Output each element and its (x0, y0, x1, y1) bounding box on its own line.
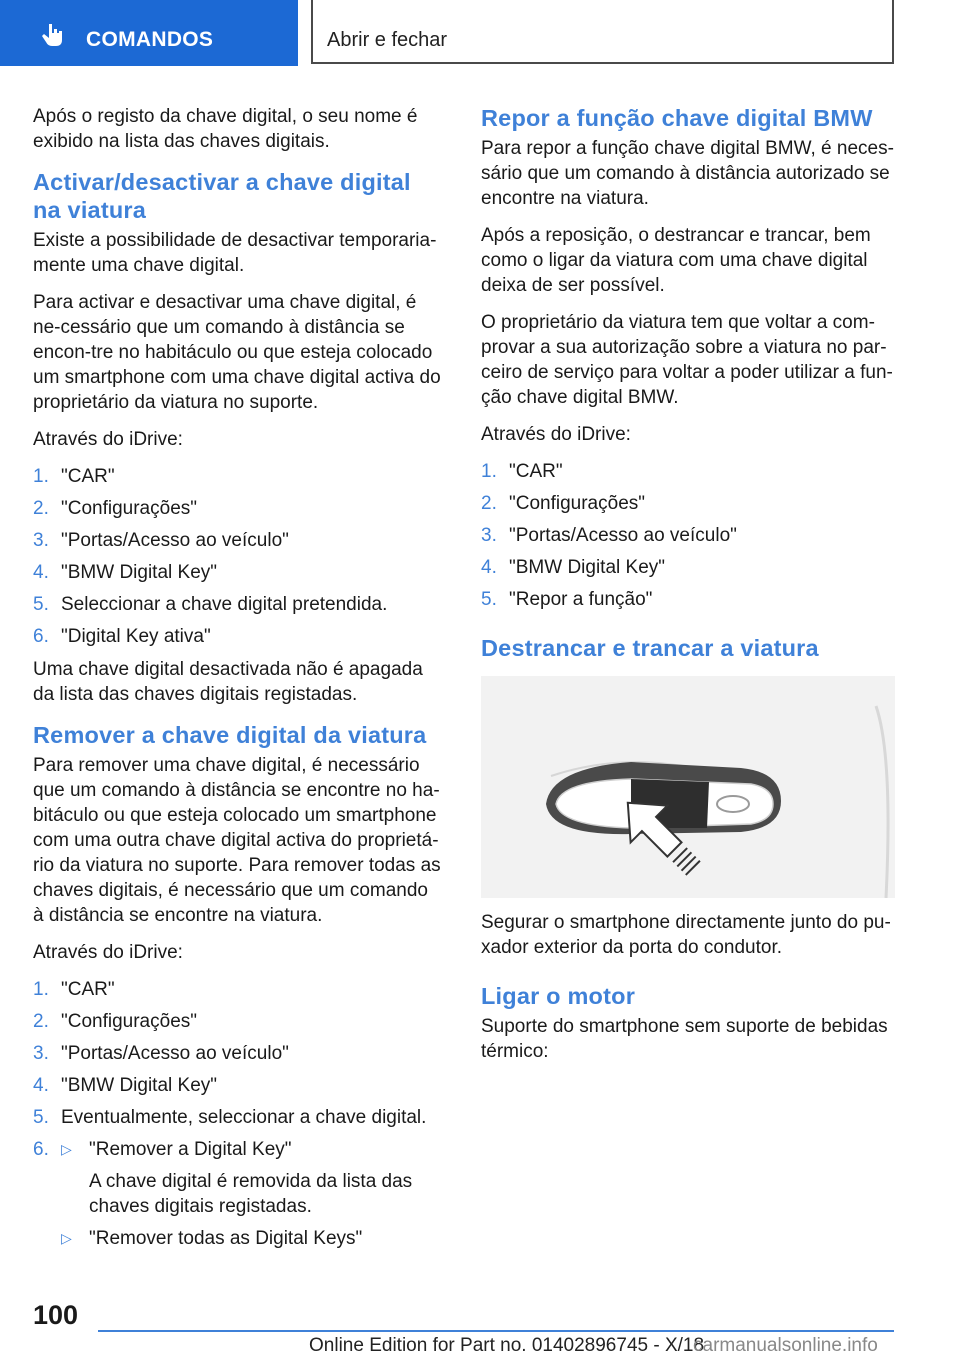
list-item: 4. "BMW Digital Key" (33, 1075, 218, 1096)
reset-paragraph-3: O proprietário da viatura tem que voltar a com-provar a sua autorização sobre a viatura no par-ceiro de serviço para voltar a poder utilizar a fun-ção chave digital BMW. (481, 312, 893, 408)
watermark: carmanualsonline.info (693, 1335, 878, 1356)
list-item: 2. "Configurações" (481, 493, 646, 514)
deactivated-note: Uma chave digital desactivada não é apagada da lista das chaves digitais registadas. (33, 659, 423, 705)
remove-steps (33, 977, 443, 1251)
reset-paragraph-1: Para repor a função chave digital BMW, é neces-sário que um comando à distância autorizado se encontre na viatura. (481, 138, 894, 209)
triangle-bullet-icon: ▷ (61, 1230, 72, 1246)
heading-reset: Repor a função chave digital BMW (481, 105, 873, 131)
heading-unlock: Destrancar e trancar a viatura (481, 635, 819, 661)
reset-steps (481, 459, 895, 612)
chapter-header (311, 0, 894, 64)
list-item: 3. "Portas/Acesso ao veículo" (481, 525, 737, 546)
intro-paragraph: Após o registo da chave digital, o seu nome é exibido na lista das chaves digitais. (33, 106, 418, 152)
page-number: 100 (33, 1300, 79, 1330)
list-item: 5. Eventualmente, seleccionar a chave digital. (33, 1107, 427, 1128)
door-handle-illustration (481, 676, 895, 898)
reset-via-idrive: Através do iDrive: (481, 424, 631, 445)
heading-activate: Activar/desactivar a chave digital na viatura (33, 169, 411, 223)
activate-via-idrive: Através do iDrive: (33, 429, 183, 450)
list-item: 5. Seleccionar a chave digital pretendida. (33, 594, 388, 615)
sub-item-remove-one: ▷ "Remover a Digital Key" A chave digital é removida da lista das chaves digitais registadas. (61, 1137, 443, 1219)
list-item: 4. "BMW Digital Key" (481, 557, 666, 578)
list-item: 2. "Configurações" (33, 498, 198, 519)
activate-paragraph-1: Existe a possibilidade de desactivar temporaria-mente uma chave digital. (33, 230, 437, 276)
list-item: 5. "Repor a função" (481, 589, 653, 610)
activate-paragraph-2: Para activar e desactivar uma chave digital, é ne-cessário que um comando à distância se encon-tre no habitáculo ou que esteja colocado um smartphone com uma chave digital activa do proprietário da viatura no suporte. (33, 292, 441, 413)
left-column (33, 104, 443, 1259)
heading-start-engine: Ligar o motor (481, 983, 636, 1009)
list-item: 3. "Portas/Acesso ao veículo" (33, 1043, 289, 1064)
chapter-title: Abrir e fechar (327, 29, 448, 51)
sub-item-description: A chave digital é removida da lista das chaves digitais registadas. (89, 1171, 413, 1217)
remove-paragraph: Para remover uma chave digital, é necessário que um comando à distância se encontre no ha-bitáculo ou que esteja colocado um smartphone com uma outra chave digital activa do proprietá-rio da viatura no suporte. Para remover todas as chaves digitais, é necessário que um comando à distância se encontre na viatura. (33, 755, 441, 926)
list-item: 6. "Digital Key ativa" (33, 626, 211, 647)
list-item: 1. "CAR" (33, 979, 115, 1000)
edition-text: Online Edition for Part no. 01402896745 - X/18 (309, 1335, 705, 1356)
sub-item-remove-all: ▷ "Remover todas as Digital Keys" (61, 1228, 363, 1249)
hand-pointer-icon (40, 22, 66, 48)
sub-options (61, 1137, 443, 1251)
section-tab-label: COMANDOS (86, 28, 214, 51)
footer-divider (98, 1330, 894, 1332)
activate-steps (33, 464, 443, 649)
figure-caption: Segurar o smartphone directamente junto do pu-xador exterior da porta do condutor. (481, 912, 891, 958)
start-paragraph: Suporte do smartphone sem suporte de bebidas térmico: (481, 1016, 888, 1062)
list-item: 6. ▷ "Remover a Digital Key" A chave digital é removida da lista das chaves digitais registadas. ▷ "Remover todas as Digital Keys" (33, 1137, 443, 1251)
right-column (481, 104, 895, 1076)
list-item: 1. "CAR" (481, 461, 563, 482)
section-tab[interactable] (0, 0, 298, 66)
reset-paragraph-2: Após a reposição, o destrancar e trancar, bem como o ligar da viatura com uma chave digital deixa de ser possível. (481, 225, 871, 296)
list-item: 1. "CAR" (33, 466, 115, 487)
remove-via-idrive: Através do iDrive: (33, 942, 183, 963)
list-item: 2. "Configurações" (33, 1011, 198, 1032)
triangle-bullet-icon: ▷ (61, 1141, 72, 1157)
list-item: 4. "BMW Digital Key" (33, 562, 218, 583)
list-item: 3. "Portas/Acesso ao veículo" (33, 530, 289, 551)
heading-remove: Remover a chave digital da viatura (33, 722, 427, 748)
